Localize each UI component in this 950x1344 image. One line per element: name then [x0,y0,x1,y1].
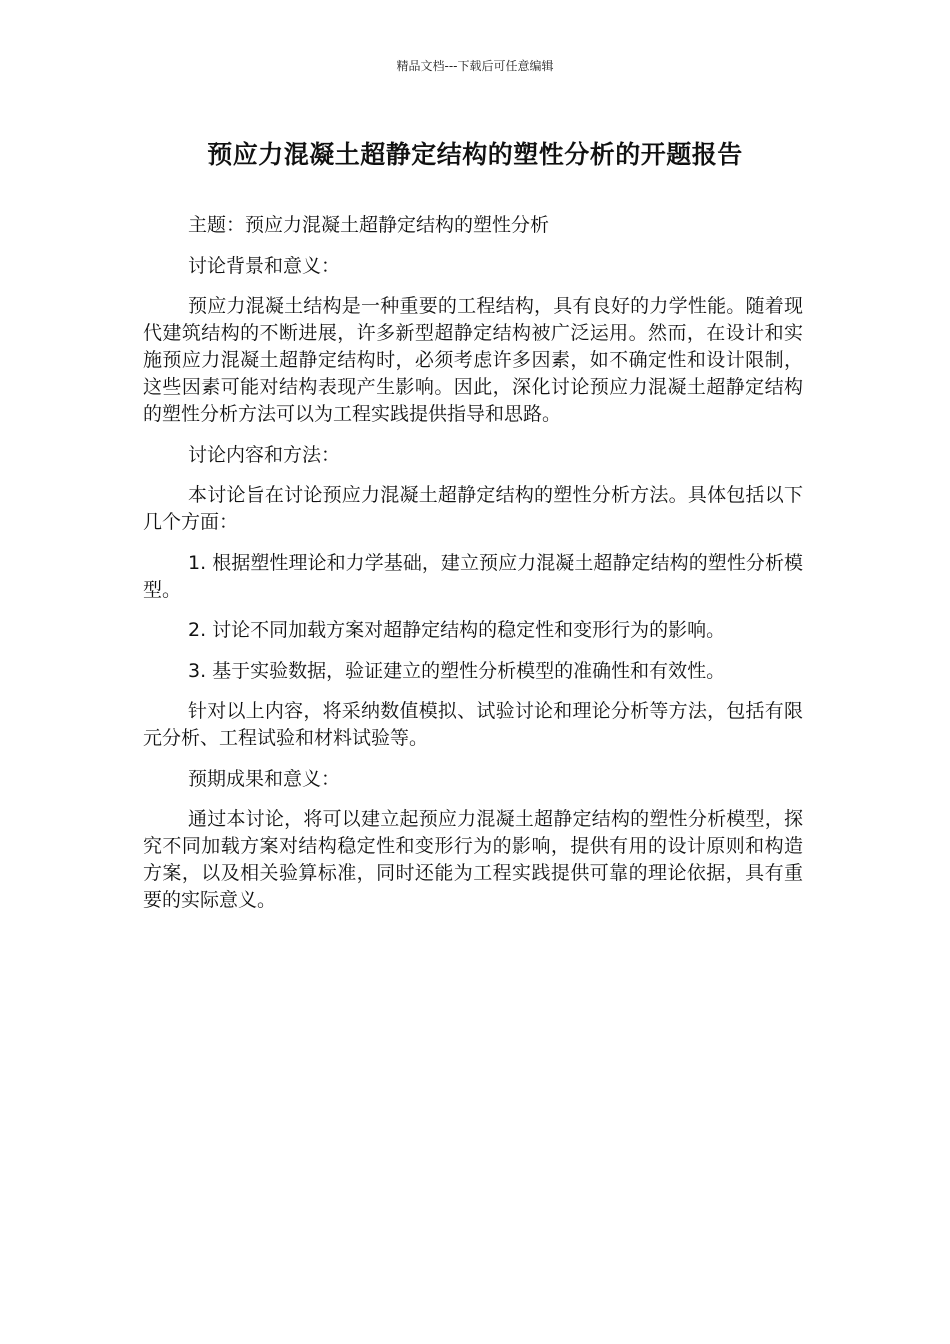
page-header-note: 精品文档---下载后可任意编辑 [396,59,554,73]
document-body [143,212,803,928]
content-intro-paragraph: 本讨论旨在讨论预应力混凝土超静定结构的塑性分析方法。具体包括以下几个方面： [143,484,803,533]
document-title: 预应力混凝土超静定结构的塑性分析的开题报告 [207,140,743,169]
list-item-1: 1. 根据塑性理论和力学基础，建立预应力混凝土超静定结构的塑性分析模型。 [143,551,803,601]
background-paragraph: 预应力混凝土结构是一种重要的工程结构，具有良好的力学性能。随着现代建筑结构的不断进展，许多新型超静定结构被广泛运用。然而，在设计和实施预应力混凝土超静定结构时，必须考虑许多因素，如不确定性和设计限制，这些因素可能对结构表现产生影响。因此，深化讨论预应力混凝土超静定结构的塑性分析方法可以为工程实践提供指导和思路。 [143,295,803,425]
list-item-2: 2. 讨论不同加载方案对超静定结构的稳定性和变形行为的影响。 [188,619,726,641]
topic-line: 主题：预应力混凝土超静定结构的塑性分析 [188,214,550,236]
expected-results-paragraph: 通过本讨论，将可以建立起预应力混凝土超静定结构的塑性分析模型，探究不同加载方案对结构稳定性和变形行为的影响，提供有用的设计原则和构造方案，以及相关验算标准，同时还能为工程实践提供可靠的理论依据，具有重要的实际意义。 [143,808,803,911]
section-heading-content-methods: 讨论内容和方法： [188,443,341,466]
section-heading-expected-results: 预期成果和意义： [188,767,341,790]
list-item-3: 3. 基于实验数据，验证建立的塑性分析模型的准确性和有效性。 [188,659,726,682]
methods-paragraph: 针对以上内容，将采纳数值模拟、试验讨论和理论分析等方法，包括有限元分析、工程试验和材料试验等。 [143,700,803,749]
section-heading-background: 讨论背景和意义： [188,254,341,277]
